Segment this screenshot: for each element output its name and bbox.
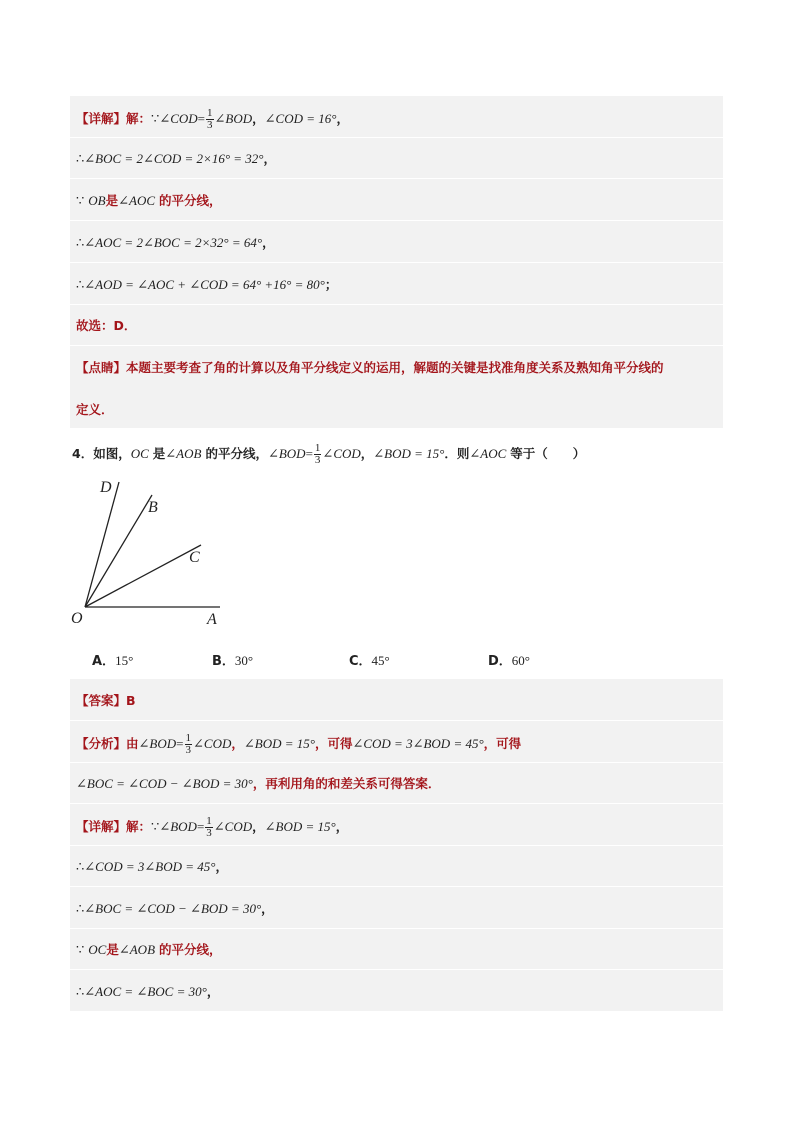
therefore-symbol: ∴ bbox=[76, 901, 85, 916]
detail-line-2: ∴∠BOC = 2∠COD = 2×16° = 32°， bbox=[76, 151, 277, 166]
line-separator bbox=[70, 178, 723, 179]
therefore-symbol: ∴ bbox=[76, 859, 85, 874]
question-number: 4． bbox=[72, 446, 94, 461]
line-separator bbox=[70, 345, 723, 346]
detail-line-4: ∴∠AOC = 2∠BOC = 2×32° = 64°， bbox=[76, 235, 275, 250]
comment-tag: 【点睛】 bbox=[76, 360, 127, 375]
label-d: D bbox=[100, 479, 112, 496]
comment-line-2: 定义． bbox=[76, 402, 114, 417]
because-symbol: ∵ bbox=[76, 193, 85, 208]
ray-ob bbox=[85, 495, 152, 607]
line-separator bbox=[70, 886, 723, 887]
answer-value: B bbox=[126, 693, 136, 708]
line-separator bbox=[70, 803, 723, 804]
option-a[interactable]: A．15° bbox=[92, 653, 134, 669]
analysis-line-1: 【分析】由∠BOD= $\frac{1}{3}$ ∠COD，∠BOD = 15°，可得∠COD = 3∠BOD = 45°，可得 bbox=[76, 732, 522, 756]
label-b: B bbox=[148, 499, 158, 516]
therefore-symbol: ∴ bbox=[76, 235, 85, 250]
line-separator bbox=[70, 762, 723, 763]
line-separator bbox=[70, 262, 723, 263]
line-separator bbox=[70, 137, 723, 138]
selection-line: 故选：D． bbox=[76, 318, 137, 333]
label-a: A bbox=[207, 611, 217, 628]
angle-figure bbox=[60, 470, 240, 635]
fraction: $\frac{1}{3}$ bbox=[206, 815, 212, 839]
question-4: 4．如图，OC 是∠AOB 的平分线，∠BOD= $\frac{1}{3}$ ∠COD，∠BOD = 15°．则∠AOC 等于（ ） bbox=[72, 442, 586, 466]
analysis-line-2: ∠BOC = ∠COD − ∠BOD = 30°，再利用角的和差关系可得答案． bbox=[76, 776, 441, 791]
answer-line bbox=[76, 693, 726, 709]
because-symbol: ∵ bbox=[76, 942, 85, 957]
line-separator bbox=[70, 845, 723, 846]
therefore-symbol: ∴ bbox=[76, 984, 85, 999]
because-symbol: ∵ bbox=[151, 111, 160, 126]
ray-od bbox=[85, 482, 119, 607]
comment-line-1: 【点睛】本题主要考查了角的计算以及角平分线定义的运用，解题的关键是找准角度关系及熟知角平分线的 bbox=[76, 360, 664, 375]
detail-tag: 【详解】 bbox=[76, 819, 127, 834]
fraction: $\frac{1}{3}$ bbox=[314, 442, 321, 466]
detail-line-q4-3: ∴∠BOC = ∠COD − ∠BOD = 30°， bbox=[76, 901, 274, 916]
detail-line-1: 【详解】解：∵∠COD= $\frac{1}{3}$ ∠BOD，∠COD = 16°， bbox=[76, 107, 349, 131]
detail-line-5: ∴∠AOD = ∠AOC + ∠COD = 64° +16° = 80°； bbox=[76, 277, 338, 292]
fraction: $\frac{1}{3}$ bbox=[207, 107, 213, 131]
line-separator bbox=[70, 220, 723, 221]
option-b[interactable]: B．30° bbox=[212, 653, 254, 669]
option-c[interactable]: C．45° bbox=[349, 653, 390, 669]
fraction: $\frac{1}{3}$ bbox=[185, 732, 191, 756]
line-separator bbox=[70, 720, 723, 721]
analysis-tag: 【分析】 bbox=[76, 736, 127, 751]
label-c: C bbox=[189, 549, 200, 566]
therefore-symbol: ∴ bbox=[76, 277, 85, 292]
ray-oc bbox=[85, 545, 201, 607]
option-d[interactable]: D．60° bbox=[488, 653, 530, 669]
label-o: O bbox=[71, 610, 83, 627]
detail-tag: 【详解】 bbox=[76, 111, 127, 126]
detail-line-q4-1: 【详解】解：∵∠BOD= $\frac{1}{3}$ ∠COD，∠BOD = 15°， bbox=[76, 815, 349, 839]
line-separator bbox=[70, 928, 723, 929]
answer-tag: 【答案】 bbox=[76, 693, 127, 708]
detail-line-q4-4: ∵ OC是∠AOB 的平分线， bbox=[76, 942, 222, 957]
detail-line-3: ∵ OB是∠AOC 的平分线， bbox=[76, 193, 222, 208]
detail-line-q4-5: ∴∠AOC = ∠BOC = 30°， bbox=[76, 984, 220, 999]
therefore-symbol: ∴ bbox=[76, 151, 85, 166]
line-separator bbox=[70, 969, 723, 970]
line-separator bbox=[70, 304, 723, 305]
because-symbol: ∵ bbox=[151, 819, 160, 834]
detail-line-q4-2: ∴∠COD = 3∠BOD = 45°， bbox=[76, 859, 228, 874]
